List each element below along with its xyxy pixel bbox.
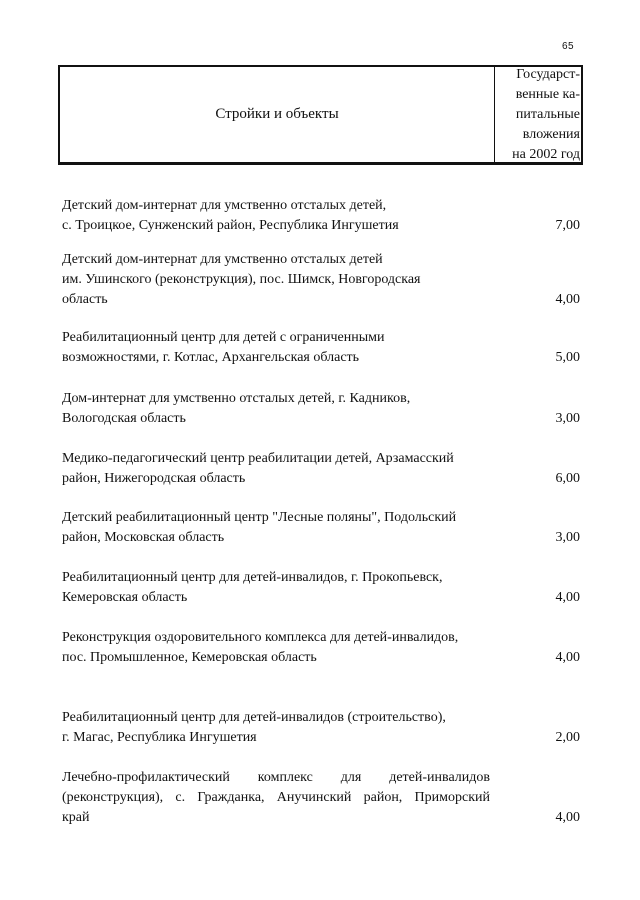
object-line: Реабилитационный центр для детей-инвалидов (строительство), [62, 710, 446, 725]
object-description [62, 250, 502, 310]
object-line: Реконструкция оздоровительного комплекса для детей-инвалидов, [62, 630, 459, 645]
investment-value: 5,00 [555, 350, 580, 365]
object-description [62, 708, 502, 748]
object-line: область [62, 292, 108, 307]
object-description [62, 196, 502, 236]
table-row [62, 768, 582, 828]
object-line: Реабилитационный центр для детей-инвалидов, г. Прокопьевск, [62, 570, 443, 585]
object-line: Детский дом-интернат для умственно отсталых детей, [62, 198, 387, 213]
investments-header-line: вложения [522, 126, 580, 142]
investments-header-line: питальные [515, 106, 580, 122]
investments-header-line: Государст- [516, 66, 580, 82]
investments-column-header [494, 67, 581, 162]
object-line: Детский реабилитационный центр "Лесные поляны", Подольский [62, 510, 457, 525]
table-row [62, 708, 582, 748]
object-description [62, 328, 502, 368]
object-line: пос. Промышленное, Кемеровская область [62, 650, 317, 665]
object-line: Лечебно-профилактический комплекс для детей-инвалидов [62, 770, 490, 785]
table-row [62, 628, 582, 668]
object-line: возможностями, г. Котлас, Архангельская область [62, 350, 360, 365]
object-line: район, Нижегородская область [62, 471, 246, 486]
table-row [62, 389, 582, 429]
investments-header-line: на 2002 год [512, 146, 580, 162]
table-row [62, 508, 582, 548]
object-line: г. Магас, Республика Ингушетия [62, 730, 257, 745]
table-row [62, 568, 582, 608]
table-row [62, 449, 582, 489]
table-header [58, 65, 583, 165]
object-line: Детский дом-интернат для умственно отсталых детей [62, 252, 383, 267]
object-line: район, Московская область [62, 530, 225, 545]
investment-value: 6,00 [555, 471, 580, 486]
investment-value: 4,00 [555, 650, 580, 665]
investment-value: 2,00 [555, 730, 580, 745]
table-row [62, 250, 582, 310]
object-description [62, 568, 502, 608]
object-description [62, 389, 502, 429]
object-line: (реконструкция), с. Гражданка, Анучинский район, Приморский [62, 790, 490, 805]
object-line: с. Троицкое, Сунженский район, Республика Ингушетия [62, 218, 399, 233]
object-description [62, 628, 502, 668]
investment-value: 7,00 [555, 218, 580, 233]
object-description [62, 768, 490, 828]
table-row [62, 196, 582, 236]
objects-column-header: Стройки и объекты [215, 106, 339, 122]
object-description [62, 508, 502, 548]
investment-value: 3,00 [555, 530, 580, 545]
investment-value: 4,00 [555, 590, 580, 605]
investment-value: 4,00 [555, 292, 580, 307]
object-line: Реабилитационный центр для детей с ограниченными [62, 330, 385, 345]
object-line: Вологодская область [62, 411, 186, 426]
object-description [62, 449, 502, 489]
investments-header-line: венные ка- [515, 86, 580, 102]
investment-value: 4,00 [555, 810, 580, 825]
object-line: край [62, 810, 90, 825]
investment-value: 3,00 [555, 411, 580, 426]
object-line: им. Ушинского (реконструкция), пос. Шимск, Новгородская [62, 272, 421, 287]
table-row [62, 328, 582, 368]
page-number: 65 [562, 41, 575, 52]
object-line: Дом-интернат для умственно отсталых детей, г. Кадников, [62, 391, 411, 406]
object-line: Кемеровская область [62, 590, 188, 605]
object-line: Медико-педагогический центр реабилитации детей, Арзамасский [62, 451, 454, 466]
